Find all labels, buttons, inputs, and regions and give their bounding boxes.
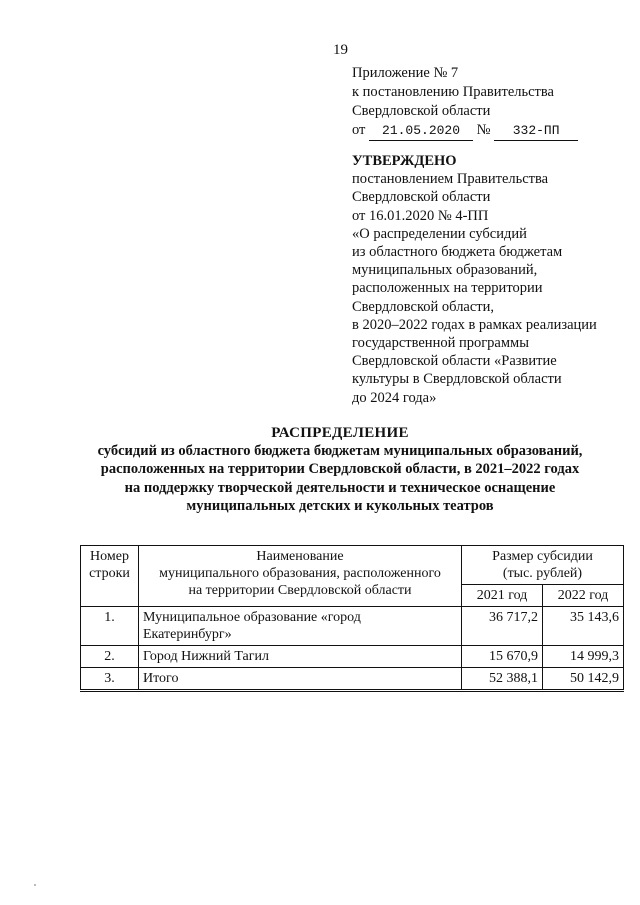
table-header-row: [81, 546, 624, 585]
row-name-text: Город Нижний Тагил: [143, 649, 269, 664]
date-prefix: от: [352, 122, 366, 138]
approved-line: культуры в Свердловской области: [352, 371, 562, 388]
header-text: на территории Свердловской области: [188, 583, 412, 598]
table-row: [81, 646, 624, 668]
decree-date: 21.05.2020: [369, 121, 473, 141]
header-subsidy: [462, 546, 624, 585]
appendix-line: Свердловской области: [352, 103, 491, 119]
approved-heading: УТВЕРЖДЕНО: [352, 153, 457, 169]
header-text: (тыс. рублей): [502, 566, 583, 581]
approved-line: от 16.01.2020 № 4-ПП: [352, 207, 489, 224]
approved-line: расположенных на территории: [352, 280, 543, 297]
document-title: [70, 424, 610, 515]
approved-line: Свердловской области «Развитие: [352, 353, 557, 370]
header-text: Наименование: [256, 549, 344, 564]
row-value-2022: 14 999,3: [543, 646, 624, 668]
row-name: [139, 668, 462, 691]
approved-line: государственной программы: [352, 335, 529, 352]
row-name: [139, 607, 462, 646]
header-name: [139, 546, 462, 607]
approved-line: Свердловской области,: [352, 298, 495, 315]
approved-line: Свердловской области: [352, 189, 491, 206]
row-value-2021: 52 388,1: [462, 668, 543, 691]
approved-line: постановлением Правительства: [352, 171, 549, 188]
approved-line: в 2020–2022 годах в рамках реализации: [352, 316, 597, 333]
appendix-block: [352, 64, 578, 141]
page-number: 19: [333, 42, 348, 58]
approved-line: «О распределении субсидий: [352, 225, 527, 242]
distribution-table: [80, 545, 624, 692]
row-number: 3.: [81, 668, 139, 691]
row-name-text: Екатеринбург»: [143, 627, 232, 642]
title-line: субсидий из областного бюджета бюджетам муниципальных образований,: [97, 443, 583, 460]
approved-line: до 2024 года»: [352, 389, 437, 406]
number-prefix: №: [476, 122, 491, 138]
scan-speck: [34, 884, 36, 886]
table-row: [81, 607, 624, 646]
header-text: Размер субсидии: [492, 549, 593, 564]
appendix-line: к постановлению Правительства: [352, 84, 554, 100]
row-name-text: Итого: [143, 671, 179, 686]
row-name-text: Муниципальное образование «город: [143, 610, 361, 625]
row-value-2022: 35 143,6: [543, 607, 624, 646]
row-value-2022: 50 142,9: [543, 668, 624, 691]
approved-block: [352, 152, 597, 407]
appendix-date-line: [352, 121, 578, 141]
header-year-2022: 2022 год: [543, 585, 624, 607]
header-year-2021: 2021 год: [462, 585, 543, 607]
row-number: 2.: [81, 646, 139, 668]
header-text: муниципального образования, расположенного: [159, 566, 441, 581]
title-line: муниципальных детских и кукольных театров: [186, 497, 494, 514]
table-row-total: [81, 668, 624, 691]
title-main: РАСПРЕДЕЛЕНИЕ: [271, 425, 409, 441]
decree-number: 332-ПП: [494, 121, 578, 141]
row-name: [139, 646, 462, 668]
header-number: [81, 546, 139, 607]
row-value-2021: 36 717,2: [462, 607, 543, 646]
appendix-line: Приложение № 7: [352, 65, 459, 81]
approved-line: из областного бюджета бюджетам: [352, 244, 563, 261]
header-text: строки: [89, 566, 130, 581]
approved-line: муниципальных образований,: [352, 262, 538, 279]
header-text: Номер: [90, 549, 129, 564]
row-value-2021: 15 670,9: [462, 646, 543, 668]
title-line: расположенных на территории Свердловской области, в 2021–2022 годах: [100, 461, 580, 478]
row-number: 1.: [81, 607, 139, 646]
title-line: на поддержку творческой деятельности и техническое оснащение: [124, 479, 556, 496]
